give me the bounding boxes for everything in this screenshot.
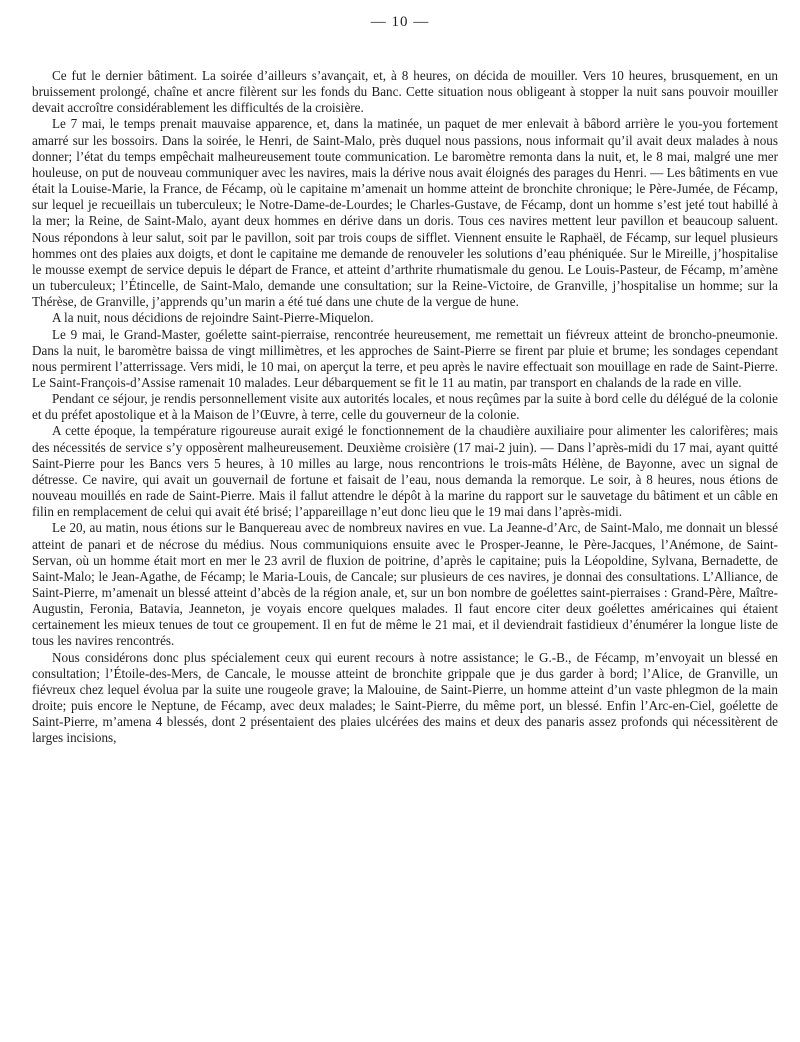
paragraph: Le 7 mai, le temps prenait mauvaise apparence, et, dans la matinée, un paquet de mer enlevait à bâbord arrière le you-you fortement amarré sur les bossoirs. Dans la soirée, le Henri, de Saint-Malo, près duquel nous passions, nous informait qu’il avait deux malades à nous donner; l’état du temps empêchait malheureusement toute communication. Le baromètre remonta dans la nuit, et, le 8 mai, malgré une mer houleuse, on put de nouveau communiquer avec les navires, mais la dérive nous avait éloignés des parages du Henri. — Les bâtiments en vue était la Louise-Marie, la France, de Fécamp, où le capitaine m’amenait un homme atteint de bronchite chronique; le Père-Jumée, de Fécamp, sur lequel je recueillais un tuberculeux; le Notre-Dame-de-Lourdes; le Charles-Gustave, de Fécamp, dont un homme s’est jeté tout habillé à la mer; la Reine, de Saint-Malo, ayant deux hommes en dérive dans un doris. Tous ces navires mettent leur pavillon et beaucoup saluent. Nous répondons à leur salut, soit par le pavillon, soit par trois coups de sifflet. Viennent ensuite le Raphaël, de Fécamp, sur lequel plusieurs hommes ont des plaies aux doigts, et dont le capitaine me demande de renouveler les solutions d’eau phéniquée. Sur le Mireille, j’hospitalise le mousse exempt de service depuis le départ de France, et atteint d’arthrite rhumatismale du genou. Le Louis-Pasteur, de Fécamp, m’amène un tuberculeux; l’Étincelle, de Saint-Malo, demande une consultation; sur la Reine-Victoire, de Granville, j’hospitalise un homme; sur la Thérèse, de Granville, j’apprends qu’un marin a été tué dans une chute de la vergue de hune. — [32, 116, 778, 310]
paragraph: Ce fut le dernier bâtiment. La soirée d’ailleurs s’avançait, et, à 8 heures, on décida de mouiller. Vers 10 heures, brusquement, en un bruissement prolongé, chaîne et ancre filèrent sur les fonds du Banc. Cette situation nous obligeant à stopper la nuit sans pouvoir mouiller devait accroître considérablement les difficultés de la croisière. — [32, 68, 778, 116]
paragraph: Nous considérons donc plus spécialement ceux qui eurent recours à notre assistance; le G.-B., de Fécamp, m’envoyait un blessé en consultation; l’Étoile-des-Mers, de Cancale, le mousse atteint de bronchite grippale que je dus garder à bord; l’Alice, de Granville, un fiévreux chez lequel évolua par la suite une rougeole grave; la Malouine, de Saint-Pierre, un homme atteint d’un vaste phlegmon de la main droite; puis encore le Neptune, de Fécamp, avec deux malades; le Saint-Pierre, du même port, un blessé. Enfin l’Arc-en-Ciel, goélette de Saint-Pierre, m’amena 4 blessés, dont 2 présentaient des plaies ulcérées des mains et deux des panaris assez profonds qui nécessitèrent de larges incisions, — [32, 649, 778, 746]
paragraph: Le 9 mai, le Grand-Master, goélette saint-pierraise, rencontrée heureusement, me remettait un fiévreux atteint de broncho-pneumonie. Dans la nuit, le baromètre baissa de vingt millimètres, et les approches de Saint-Pierre se firent par pluie et brume; les sondages cependant nous permirent l’atterrissage. Vers midi, le 10 mai, on aperçut la terre, et peu après le navire effectuait son mouillage en rade de Saint-Pierre. Le Saint-François-d’Assise ramenait 10 malades. Leur débarquement se fit le 11 au matin, par transport en chalands de la rade en ville. — [32, 326, 778, 390]
page-number: — 10 — — [370, 14, 430, 30]
body-text — [32, 68, 778, 747]
paragraph: Le 20, au matin, nous étions sur le Banquereau avec de nombreux navires en vue. La Jeanne-d’Arc, de Saint-Malo, me donnait un blessé atteint de panari et de nécrose du médius. Nous communiquions ensuite avec le Prosper-Jeanne, le Père-Jacques, l’Anémone, de Saint-Servan, où un homme était mort en mer le 23 avril de fluxion de poitrine, d’après le capitaine; puis la Léopoldine, Sylvana, Bernadette, de Saint-Malo; le Jean-Agathe, de Fécamp; le Maria-Louis, de Cancale; sur plusieurs de ces navires, je donnai des consultations. L’Alliance, de Saint-Pierre, m’amenait un blessé atteint d’abcès de la région anale, et, sur un bon nombre de goélettes saint-pierraises : Grand-Père, Maître-Augustin, Feronia, Batavia, Jeanneton, je voyais encore quelques malades. Il faut encore citer deux goélettes américaines qui étaient certainement les mieux tenues de tout ce groupement. Il en fut de même le 21 mai, et il deviendrait fastidieux d’énumérer la longue liste de tous les navires rencontrés. — [32, 520, 778, 649]
paragraph: Pendant ce séjour, je rendis personnellement visite aux autorités locales, et nous reçûmes par la suite à bord celle du délégué de la colonie et du préfet apostolique et à la Maison de l’Œuvre, à terre, celle du gouverneur de la colonie. — [32, 391, 778, 423]
paragraph: A la nuit, nous décidions de rejoindre Saint-Pierre-Miquelon. — [52, 310, 374, 326]
paragraph: A cette époque, la température rigoureuse aurait exigé le fonctionnement de la chaudière auxiliaire pour alimenter les calorifères; mais des nécessités de service s’y opposèrent malheureusement. Deuxième croisière (17 mai-2 juin). — Dans l’après-midi du 17 mai, ayant quitté Saint-Pierre pour les Bancs vers 5 heures, à 10 milles au large, nous rencontrions le trois-mâts Hélène, de Bayonne, avec un signal de détresse. Ce navire, qui avait un gouvernail de fortune et faisait de l’eau, nous demanda la remorque. Le soir, à 8 heures, nous étions de nouveau mouillés en rade de Saint-Pierre. Mais il fallut attendre le dépôt à la marine du rapport sur le sauvetage du bâtiment et un câble en filin en remplacement de celui qui avait été brisé; l’appareillage n’eut donc lieu que le 19 mai dans l’après-midi. — [32, 423, 778, 520]
